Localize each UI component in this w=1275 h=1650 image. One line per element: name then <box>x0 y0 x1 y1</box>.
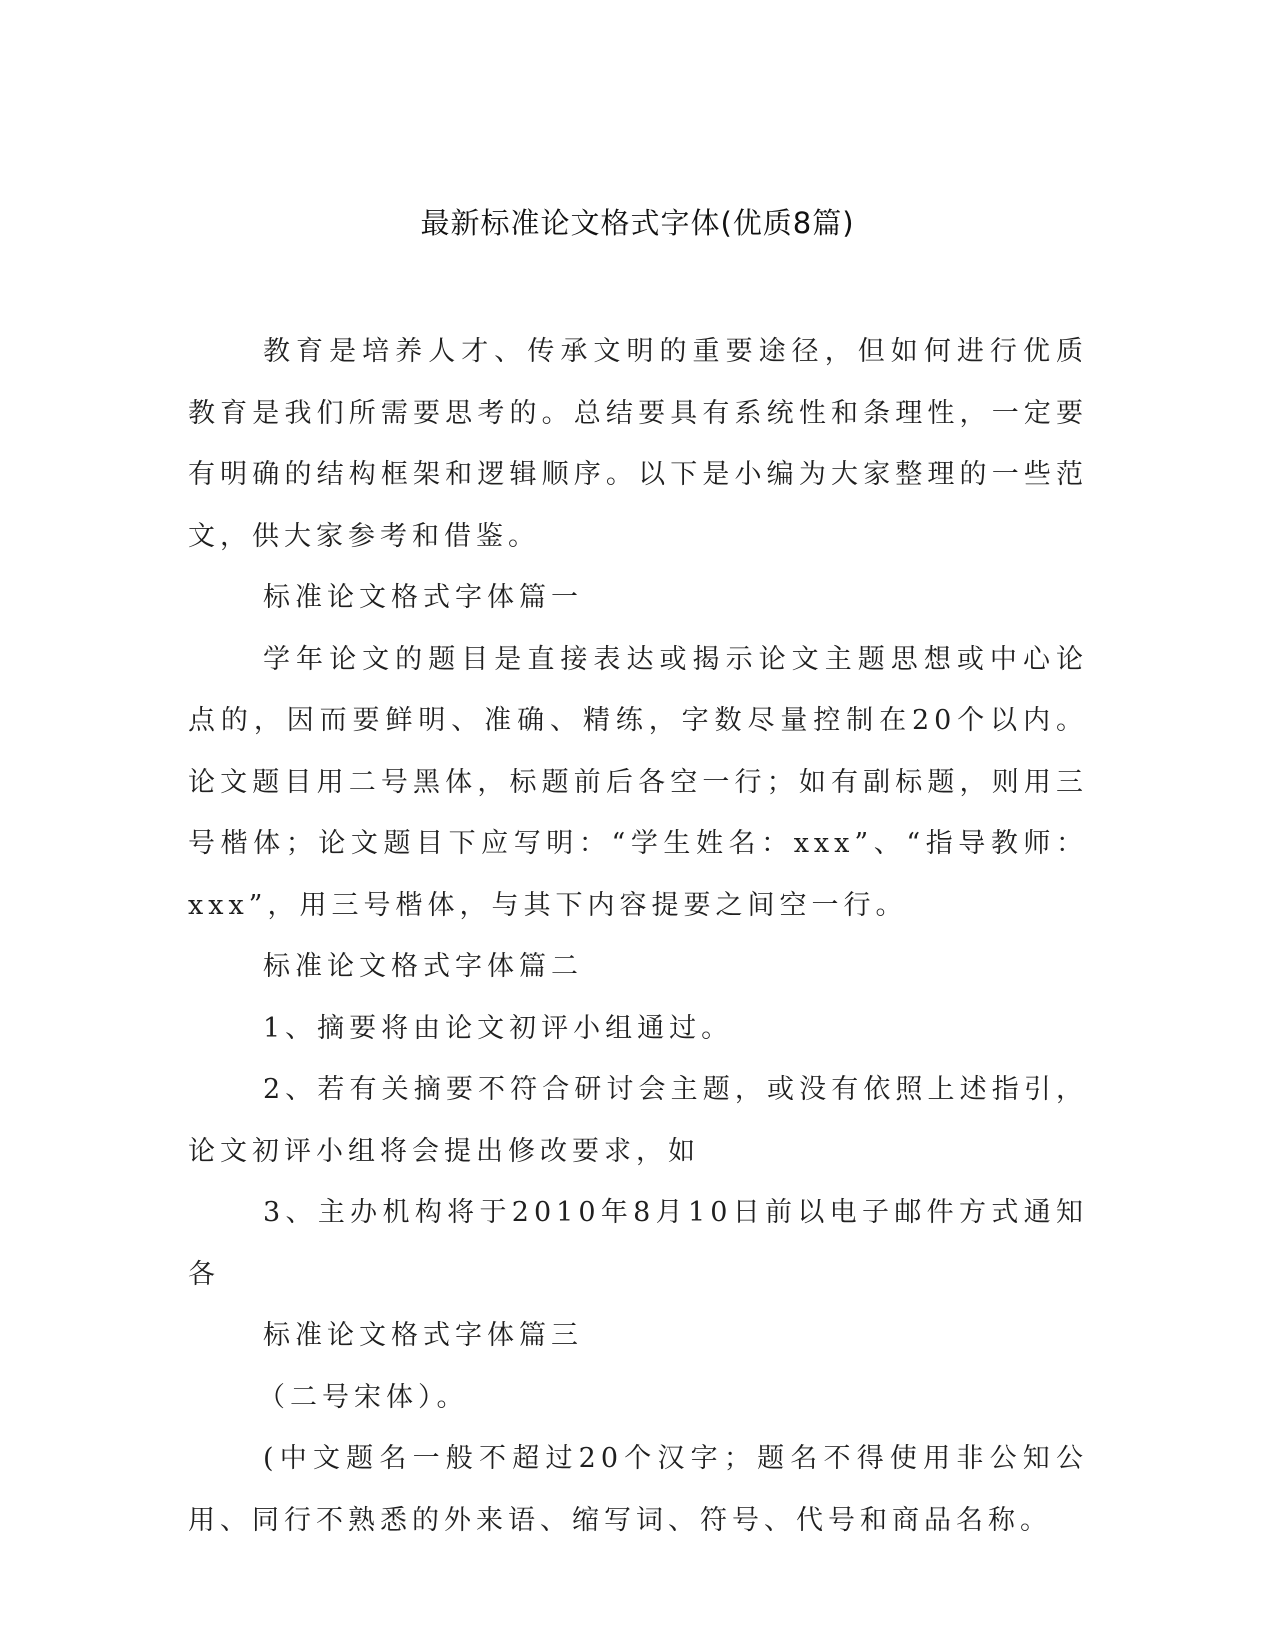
list-item-1: 1、摘要将由论文初评小组通过。 <box>263 1012 734 1044</box>
list-item-2: 2、若有关摘要不符合研讨会主题，或没有依照上述指引，论文初评小组将会提出修改要求，如 <box>188 1074 1088 1167</box>
section-heading-2: 标准论文格式字体篇二 <box>263 951 583 982</box>
document-title: 最新标准论文格式字体(优质8篇) <box>420 206 855 240</box>
section-3-note: （二号宋体）。 <box>258 1381 469 1413</box>
section-heading-1: 标准论文格式字体篇一 <box>263 582 583 613</box>
section-1-paragraph: 学年论文的题目是直接表达或揭示论文主题思想或中心论点的，因而要鲜明、准确、精练，字数尽量控制在20个以内。论文题目用二号黑体，标题前后各空一行；如有副标题，则用三号楷体；论文题目下应写明：“学生姓名：xxx”、“指导教师：xxx”，用三号楷体，与其下内容提要之间空一行。 <box>188 643 1088 921</box>
section-3-paragraph: (中文题名一般不超过20个汉字；题名不得使用非公知公用、同行不熟悉的外来语、缩写词、符号、代号和商品名称。 <box>188 1443 1088 1536</box>
list-item-3: 3、主办机构将于2010年8月10日前以电子邮件方式通知各 <box>188 1197 1088 1290</box>
intro-paragraph: 教育是培养人才、传承文明的重要途径，但如何进行优质教育是我们所需要思考的。总结要具有系统性和条理性，一定要有明确的结构框架和逻辑顺序。以下是小编为大家整理的一些范文，供大家参考和借鉴。 <box>188 336 1088 552</box>
document-body <box>188 321 1088 1551</box>
section-heading-3: 标准论文格式字体篇三 <box>263 1320 583 1351</box>
